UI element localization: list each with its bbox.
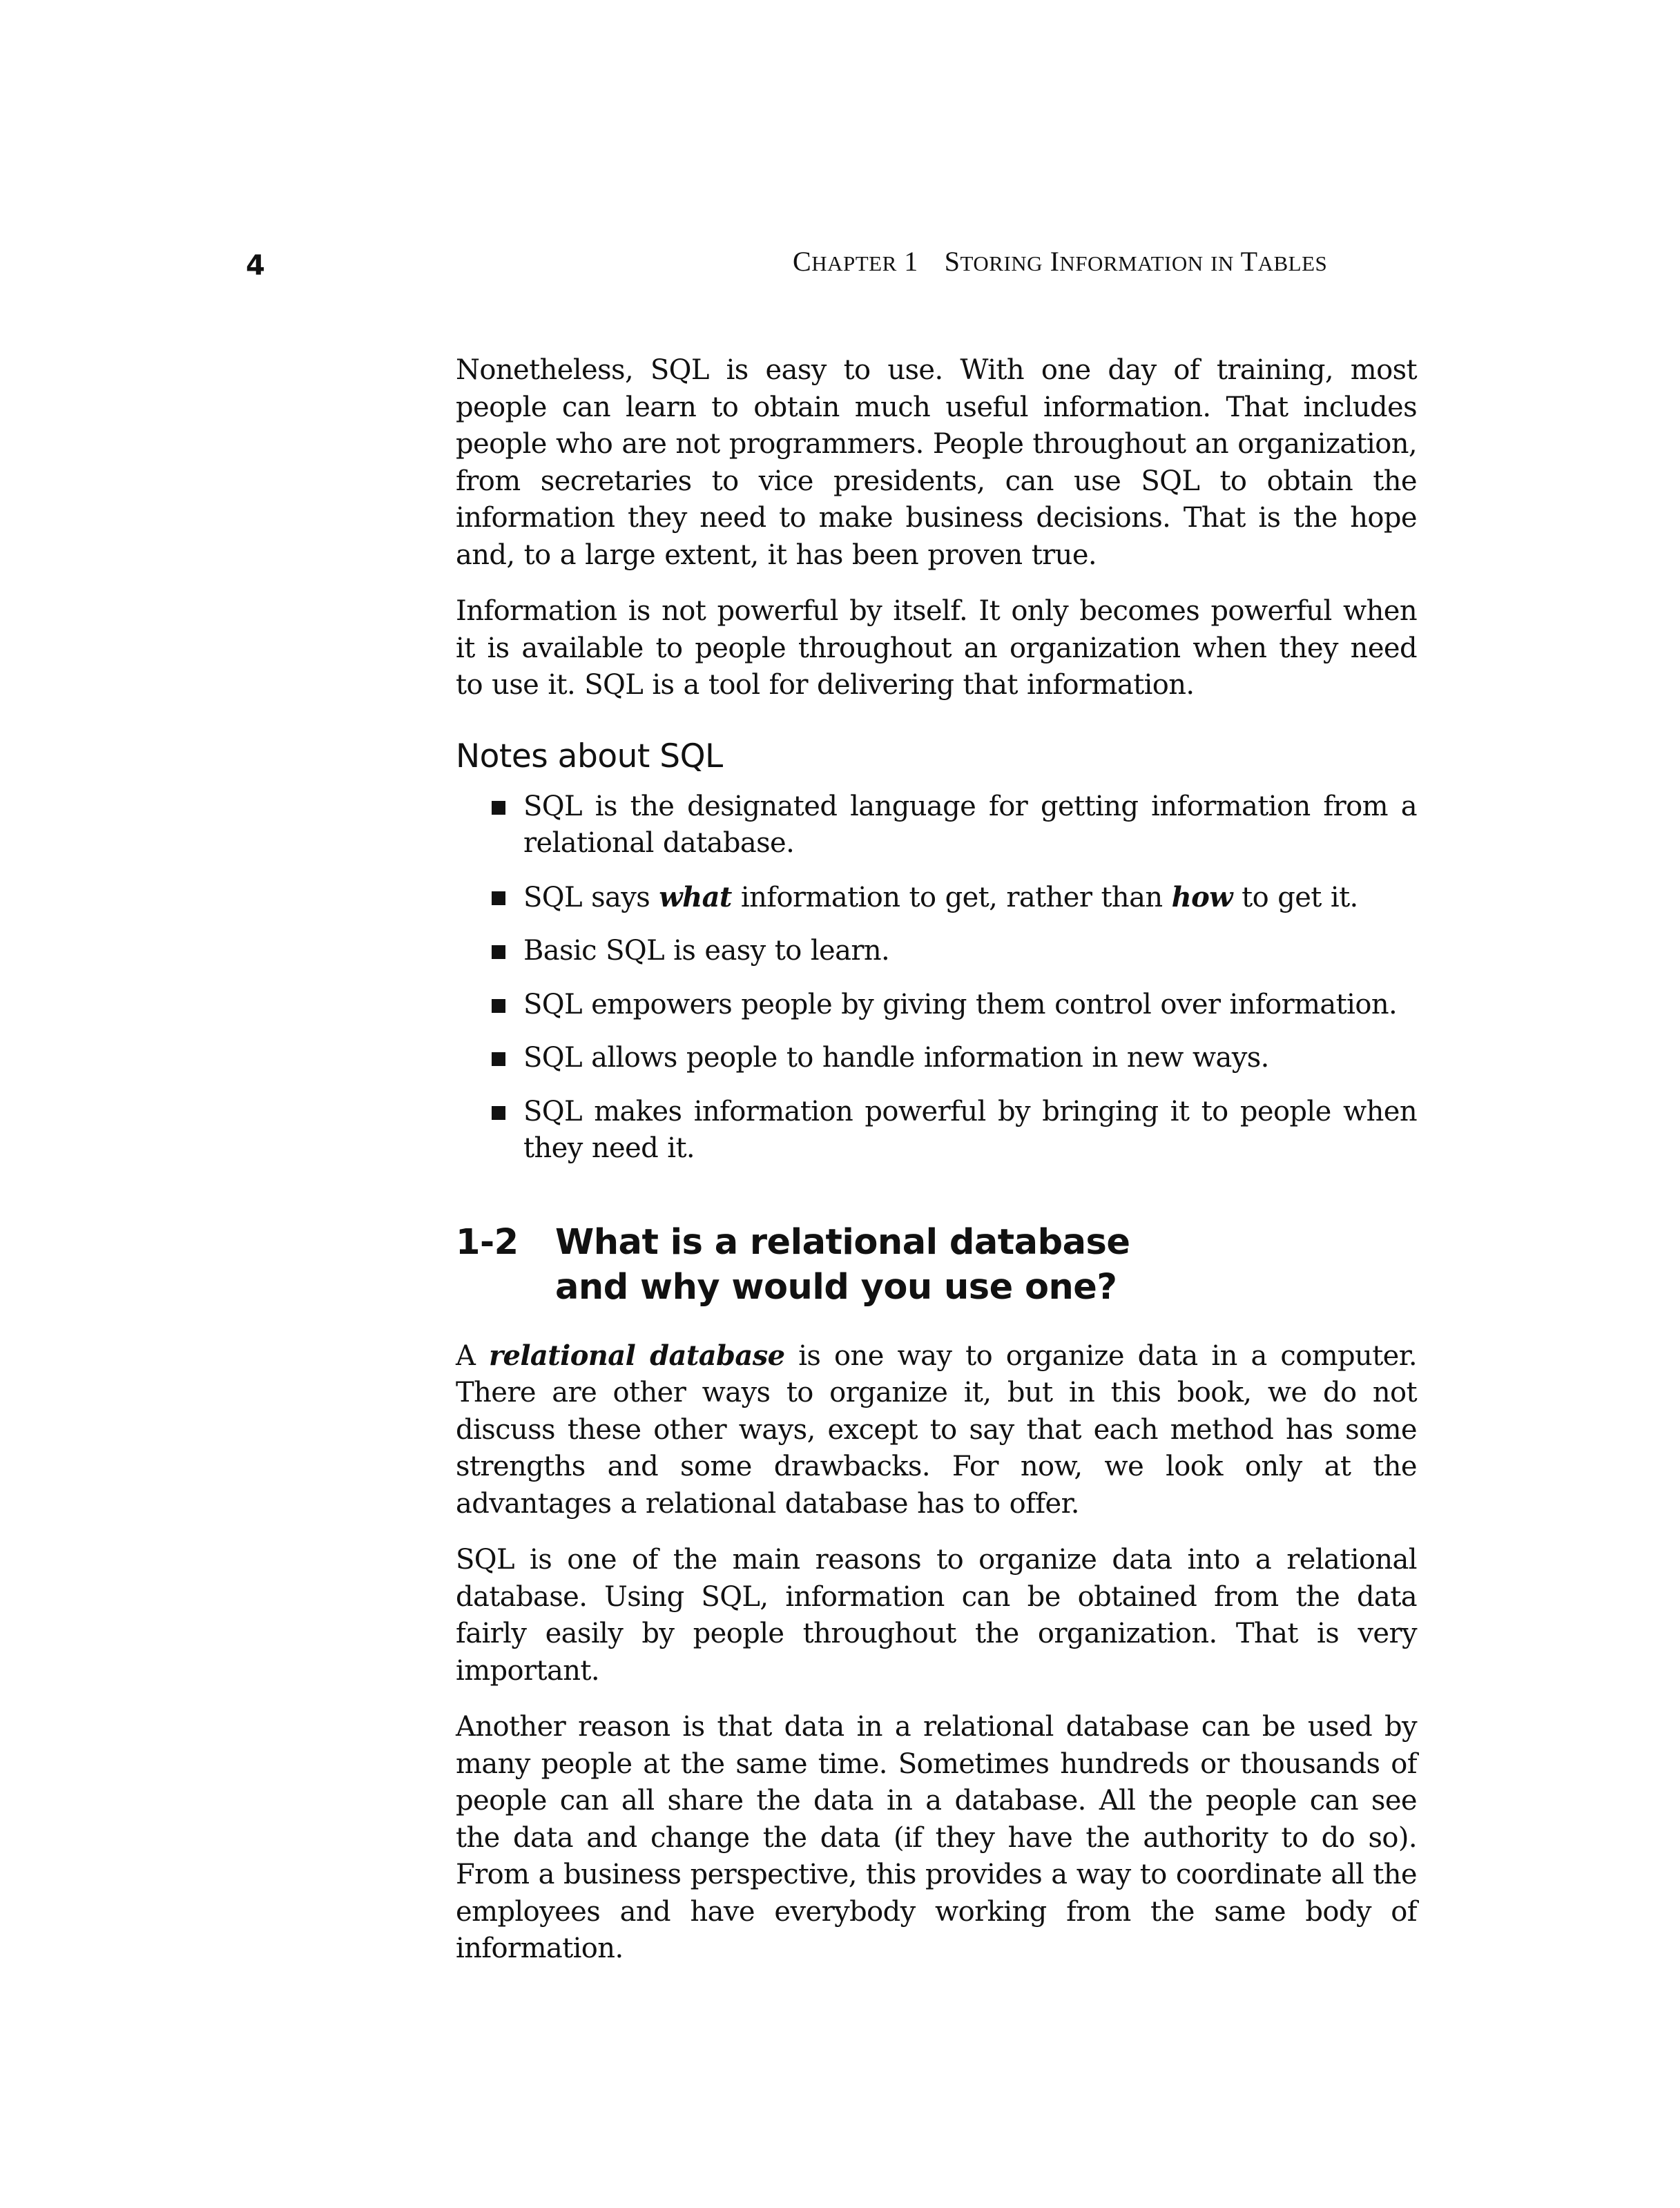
- list-item-text: SQL empowers people by giving them control over information.: [523, 988, 1398, 1020]
- page-number: 4: [246, 250, 265, 282]
- list-item-text-before: SQL says: [523, 881, 659, 913]
- list-item-text: Basic SQL is easy to learn.: [523, 935, 890, 967]
- running-head-title-part-2-initial: I: [1050, 246, 1060, 277]
- list-item: [456, 879, 1417, 917]
- running-head: [793, 245, 1414, 278]
- section-title-line-2: and why would you use one?: [555, 1266, 1117, 1308]
- emphasis-how: how: [1171, 880, 1233, 913]
- section-paragraph-3: Another reason is that data in a relational database can be used by many people at the same time. Sometimes hundreds or thousands of people can all share the data in a database. All the people can see the data and change the data (if they have the authority to do so). From a business perspective, this provides a way to coordinate all the employees and have everybody working from the same body of information.: [456, 1711, 1417, 1964]
- section-title: [555, 1220, 1218, 1310]
- section-heading: [456, 1220, 1417, 1310]
- square-bullet-icon: [492, 891, 505, 905]
- list-item-text-middle: information to get, rather than: [731, 881, 1172, 913]
- notes-list: [456, 788, 1417, 1168]
- section-paragraph-2: SQL is one of the main reasons to organize data into a relational database. Using SQL, information can be obtained from the data fairly easily by people throughout the organization. That is very important.: [456, 1544, 1417, 1687]
- square-bullet-icon: [492, 999, 505, 1013]
- running-head-chapter-label: HAPTER: [811, 251, 897, 275]
- section-paragraph-1: [456, 1337, 1417, 1523]
- square-bullet-icon: [492, 945, 505, 959]
- list-item: [456, 788, 1417, 862]
- list-item-text: SQL is the designated language for getting information from a relational database.: [523, 790, 1417, 859]
- list-item-text: SQL allows people to handle information in new ways.: [523, 1042, 1269, 1074]
- notes-heading: Notes about SQL: [456, 737, 723, 775]
- list-item: [456, 1094, 1417, 1168]
- running-head-title-part-1: TORING: [960, 251, 1043, 275]
- square-bullet-icon: [492, 1052, 505, 1066]
- running-head-chapter-number: 1: [904, 246, 918, 277]
- list-item-text: SQL makes information powerful by bringing it to people when they need it.: [523, 1095, 1417, 1164]
- running-head-title-part-2: NFORMATION: [1059, 251, 1204, 275]
- list-item-text-after: to get it.: [1233, 881, 1358, 913]
- running-head-title-part-4: ABLES: [1257, 251, 1328, 275]
- list-item: [456, 1040, 1417, 1077]
- paragraph-text-after: is one way to organize data in a computer. There are other ways to organize it, but in this book, we do not discuss these other ways, except to say that each method has some strengths and some drawbacks. For now, we look only at the advantages a relational database has to offer.: [456, 1339, 1417, 1520]
- running-head-title-part-4-initial: T: [1240, 246, 1258, 277]
- paragraph-text-before: A: [456, 1339, 490, 1372]
- list-item: [456, 933, 1417, 970]
- intro-paragraph-2: Information is not powerful by itself. It only becomes powerful when it is available to people throughout an organization when they need to use it. SQL is a tool for delivering that information.: [456, 595, 1417, 701]
- emphasis-what: what: [659, 880, 732, 913]
- section-number: 1-2: [456, 1221, 519, 1263]
- list-item: [456, 987, 1417, 1024]
- square-bullet-icon: [492, 801, 505, 815]
- running-head-title-part-3: IN: [1210, 251, 1234, 275]
- main-content: [456, 352, 1417, 1987]
- running-head-chapter-initial: C: [793, 246, 812, 277]
- section-title-line-1: What is a relational database: [555, 1221, 1130, 1263]
- running-head-title-part-1-initial: S: [944, 246, 960, 277]
- square-bullet-icon: [492, 1106, 505, 1120]
- term-relational-database: relational database: [489, 1339, 785, 1372]
- intro-paragraph-1: Nonetheless, SQL is easy to use. With one day of training, most people can learn to obtain much useful information. That includes people who are not programmers. People throughout an organization, from secretaries to vice presidents, can use SQL to obtain the information they need to make business decisions. That is the hope and, to a large extent, it has been proven true.: [456, 354, 1417, 571]
